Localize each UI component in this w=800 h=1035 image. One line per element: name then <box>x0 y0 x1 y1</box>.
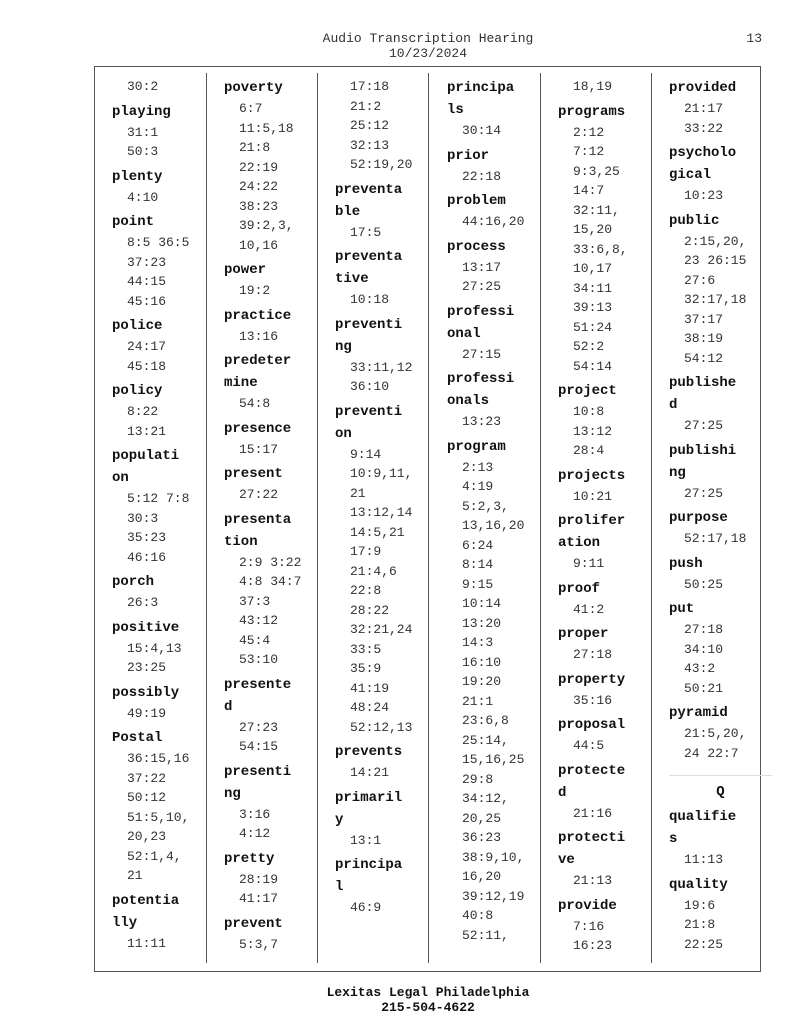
index-entry <box>558 827 669 895</box>
page-line-reference: 50:3 <box>127 144 159 159</box>
page-line-reference: 17:18 <box>350 79 390 94</box>
page-line-reference: 33:6,8, <box>573 241 628 257</box>
index-term: qualifie s <box>669 809 737 847</box>
index-entry <box>669 77 780 142</box>
index-term: programs <box>558 103 626 120</box>
page-line-reference: 22:19 <box>239 159 279 175</box>
index-term: principa ls <box>447 80 515 118</box>
page-line-reference: 5:3,7 <box>239 936 279 952</box>
footer-company: Lexitas Legal Philadelphia <box>326 985 530 1000</box>
index-term: principa l <box>335 857 403 895</box>
index-term: projects <box>558 467 626 484</box>
page-line-reference: 13:17 <box>462 259 502 275</box>
index-term: primaril y <box>335 789 403 828</box>
page-line-reference: 32:11, <box>573 202 620 218</box>
index-entry <box>224 350 335 418</box>
page-line-reference: 38:23 <box>239 198 279 214</box>
index-term: populati on <box>112 448 180 486</box>
index-entry <box>335 314 446 401</box>
index-term: property <box>558 671 626 688</box>
index-entry <box>558 623 669 669</box>
page-line-reference: 44:16,20 <box>462 214 525 229</box>
index-column-5 <box>558 77 669 965</box>
page-line-reference: 53:10 <box>239 652 279 667</box>
page-line-reference: 10:9,11, <box>350 466 413 481</box>
page-line-reference: 21 <box>350 485 366 501</box>
index-term: proper <box>558 626 609 642</box>
page-line-reference: 6:7 <box>239 101 263 116</box>
index-term: push <box>669 555 703 572</box>
page-line-reference: 5:2,3, <box>462 498 509 514</box>
page-line-reference: 41:19 <box>350 680 390 696</box>
page-line-reference: 14:5,21 <box>350 524 405 540</box>
page-line-reference: 27:18 <box>684 622 724 637</box>
page-line-reference: 7:16 <box>573 918 605 934</box>
page-line-reference: 8:22 <box>127 404 159 419</box>
index-entry <box>558 760 669 828</box>
page-line-reference: 13:16 <box>239 328 279 344</box>
page-line-reference: 28:22 <box>350 602 390 618</box>
page-line-reference: 34:10 <box>684 641 724 657</box>
index-frame <box>94 66 761 972</box>
page-line-reference: 27:25 <box>462 279 502 294</box>
index-term: protecti ve <box>558 830 626 868</box>
page-line-reference: 15:17 <box>239 441 279 457</box>
page-line-reference: 39:2,3, <box>239 218 294 233</box>
index-term: proposal <box>558 717 626 733</box>
page-line-reference: 23:6,8 <box>462 713 509 728</box>
index-entry <box>669 553 780 599</box>
index-entry <box>335 741 446 787</box>
page-line-reference: 45:4 <box>239 632 271 648</box>
page-line-reference: 54:8 <box>239 396 271 411</box>
index-term: policy <box>112 383 163 399</box>
page-line-reference: 9:3,25 <box>573 163 620 179</box>
index-term: public <box>669 212 720 229</box>
index-entry <box>224 305 335 351</box>
index-term: playing <box>112 103 171 120</box>
page-line-reference: 22:8 <box>350 583 382 598</box>
page-line-reference: 32:17,18 <box>684 292 747 307</box>
page-line-reference: 11:11 <box>127 935 167 951</box>
page-line-reference: 43:12 <box>239 613 279 628</box>
footer <box>0 985 800 1015</box>
page-line-reference: 34:11 <box>573 280 613 296</box>
page-line-reference: 41:2 <box>573 601 605 617</box>
column-divider <box>317 73 318 963</box>
page-line-reference: 46:9 <box>350 900 382 915</box>
page-line-reference: 27:15 <box>462 346 502 362</box>
index-column-6 <box>669 77 780 965</box>
index-entry <box>558 510 669 578</box>
page-line-reference: 15:4,13 <box>127 640 182 656</box>
page-line-reference: 35:23 <box>127 530 167 545</box>
page-line-reference: 46:16 <box>127 549 167 565</box>
page-line-reference: 50:25 <box>684 576 724 592</box>
page-line-reference: 25:14, <box>462 732 509 748</box>
page-line-reference: 39:13 <box>573 300 613 315</box>
page-line-reference: 28:4 <box>573 443 605 458</box>
index-term: pyramid <box>669 705 728 721</box>
page-line-reference: 27:23 <box>239 719 279 735</box>
index-term: prevent <box>224 915 283 932</box>
page-line-reference: 52:2 <box>573 339 605 354</box>
page-line-reference: 22:25 <box>684 936 724 952</box>
page-line-reference: 4:12 <box>239 826 271 841</box>
index-term: prolifer ation <box>558 513 626 551</box>
index-column-3 <box>335 77 446 965</box>
page-line-reference: 25:12 <box>350 118 390 133</box>
index-term: psycholo gical <box>669 145 737 183</box>
page-line-reference: 37:23 <box>127 254 167 270</box>
page-line-reference: 3:16 <box>239 806 271 822</box>
column-divider <box>206 73 207 963</box>
index-entry <box>669 507 780 553</box>
index-term: proof <box>558 580 601 597</box>
page-line-reference: 45:18 <box>127 358 167 374</box>
page-line-reference: 14:21 <box>350 765 390 780</box>
page-line-reference: 41:17 <box>239 891 279 906</box>
index-entry <box>335 246 446 314</box>
header-date: 10/23/2024 <box>388 46 467 61</box>
page-line-reference: 2:15,20, <box>684 233 747 249</box>
page-line-reference: 21:4,6 <box>350 563 397 579</box>
index-term: predeter mine <box>224 353 292 391</box>
index-entry <box>669 806 780 874</box>
page-number: 13 <box>746 31 762 46</box>
page-line-reference: 7:12 <box>573 144 605 159</box>
page-line-reference: 9:14 <box>350 446 382 462</box>
index-entry <box>224 418 335 464</box>
page-line-reference: 10:23 <box>684 188 724 203</box>
index-entry <box>224 509 335 674</box>
page-line-reference: 32:21,24 <box>350 622 413 637</box>
header-title <box>0 31 800 61</box>
index-entry <box>558 380 669 465</box>
page-line-reference: 11:5,18 <box>239 120 294 136</box>
page-line-reference: 52:17,18 <box>684 531 747 546</box>
index-term: program <box>447 438 506 455</box>
page-line-reference: 10:21 <box>573 488 613 504</box>
page-line-reference: 14:3 <box>462 635 494 650</box>
index-term: presenta tion <box>224 511 292 550</box>
page-line-reference: 19:20 <box>462 674 502 689</box>
header-title-line1: Audio Transcription Hearing <box>322 31 534 46</box>
index-entry <box>224 674 335 761</box>
page-line-reference: 27:6 <box>684 272 716 288</box>
section-letter: Q <box>669 775 772 800</box>
page-line-reference: 8:14 <box>462 557 494 572</box>
index-term: preventi ng <box>335 316 403 355</box>
index-term: poverty <box>224 80 283 96</box>
index-entry <box>447 368 558 436</box>
page-line-reference: 36:23 <box>462 830 502 845</box>
index-term: Postal <box>112 730 163 746</box>
index-entry <box>335 401 446 742</box>
page-line-reference: 18,19 <box>573 79 613 94</box>
page-line-reference: 38:9,10, <box>462 849 525 865</box>
page-line-reference: 24 22:7 <box>684 745 739 761</box>
index-term: quality <box>669 876 728 893</box>
index-entry <box>558 578 669 624</box>
page-line-reference: 24:22 <box>239 179 279 194</box>
page-line-reference: 29:8 <box>462 771 494 787</box>
page-line-reference: 54:14 <box>573 358 613 374</box>
page-line-reference: 33:5 <box>350 641 382 657</box>
page-line-reference: 13:21 <box>127 423 167 439</box>
index-entry <box>558 895 669 960</box>
page-line-reference: 38:19 <box>684 331 724 346</box>
page-line-reference: 4:8 34:7 <box>239 574 302 589</box>
index-term: potentia lly <box>112 892 180 931</box>
index-term: publishe d <box>669 375 737 413</box>
page-line-reference: 13:23 <box>462 414 502 429</box>
index-term: prevents <box>335 744 403 760</box>
page-line-reference: 30:2 <box>127 79 159 94</box>
page-line-reference: 14:7 <box>573 183 605 198</box>
index-entry <box>335 854 446 922</box>
page-line-reference: 36:15,16 <box>127 751 190 766</box>
index-entry <box>669 874 780 959</box>
page-line-reference: 37:3 <box>239 593 271 609</box>
page-line-reference: 2:9 3:22 <box>239 554 302 570</box>
page-line-reference: 6:24 <box>462 537 494 553</box>
page-line-reference: 13:20 <box>462 615 502 631</box>
index-entry <box>669 142 780 210</box>
page-line-reference: 21:17 <box>684 101 724 116</box>
page-line-reference: 10,17 <box>573 261 613 276</box>
index-entry <box>447 301 558 369</box>
page-line-reference: 11:13 <box>684 852 724 867</box>
page-line-reference: 15,16,25 <box>462 752 525 767</box>
index-entry <box>558 465 669 511</box>
index-term: present <box>224 466 283 482</box>
index-entry <box>224 761 335 848</box>
index-term: pretty <box>224 850 275 867</box>
page-line-reference: 54:15 <box>239 739 279 754</box>
page-line-reference: 40:8 <box>462 908 494 923</box>
index-term: problem <box>447 193 506 209</box>
index-entry <box>224 913 335 959</box>
page-line-reference: 21:1 <box>462 693 494 709</box>
index-entry <box>558 669 669 715</box>
page-line-reference: 16:23 <box>573 938 613 953</box>
page-line-reference: 5:12 7:8 <box>127 491 190 506</box>
page-line-reference: 27:25 <box>684 485 724 501</box>
page-line-reference: 44:5 <box>573 738 605 753</box>
page-line-reference: 2:12 <box>573 124 605 140</box>
page-line-reference: 9:15 <box>462 576 494 592</box>
page-line-reference: 52:11, <box>462 927 509 943</box>
page-line-reference: 27:22 <box>239 487 279 502</box>
index-entry <box>224 259 335 305</box>
page-line-reference: 4:10 <box>127 189 159 205</box>
page-line-reference: 21:8 <box>239 140 271 155</box>
page-line-reference: 49:19 <box>127 705 167 721</box>
page-line-reference: 48:24 <box>350 700 390 715</box>
index-entry <box>335 77 446 179</box>
index-entry <box>447 77 558 145</box>
index-entry <box>335 179 446 247</box>
page-line-reference: 21 <box>127 868 143 883</box>
page-line-reference: 44:15 <box>127 274 167 289</box>
page-line-reference: 13:1 <box>350 832 382 848</box>
page-line-reference: 21:5,20, <box>684 726 747 741</box>
index-entry <box>669 210 780 373</box>
page-line-reference: 15,20 <box>573 222 613 237</box>
page-line-reference: 26:3 <box>127 595 159 610</box>
index-entry <box>669 702 780 767</box>
page-line-reference: 21:13 <box>573 873 613 888</box>
index-entry <box>558 714 669 760</box>
page-line-reference: 17:5 <box>350 224 382 240</box>
index-entry <box>447 190 558 236</box>
index-column-2 <box>224 77 335 965</box>
page-line-reference: 20,25 <box>462 810 502 826</box>
index-entry <box>224 77 335 259</box>
index-term: preventa tive <box>335 249 403 287</box>
page-line-reference: 13:12,14 <box>350 505 413 520</box>
index-entry <box>224 848 335 913</box>
page-line-reference: 23:25 <box>127 660 167 675</box>
page-line-reference: 16,20 <box>462 869 502 884</box>
page-line-reference: 23 26:15 <box>684 253 747 268</box>
page-line-reference: 13,16,20 <box>462 518 525 533</box>
index-term: publishi ng <box>669 442 737 481</box>
index-entry <box>447 236 558 301</box>
page-line-reference: 2:13 <box>462 459 494 475</box>
page-line-reference: 33:22 <box>684 120 724 136</box>
page-line-reference: 10:18 <box>350 292 390 307</box>
index-term: presenti ng <box>224 763 292 802</box>
page-line-reference: 17:9 <box>350 544 382 559</box>
page-line-reference: 20,23 <box>127 829 167 844</box>
page-line-reference: 37:17 <box>684 311 724 327</box>
page-line-reference: 31:1 <box>127 124 159 140</box>
page-line-reference: 34:12, <box>462 791 509 806</box>
page-line-reference: 21:8 <box>684 917 716 932</box>
index-entry <box>447 145 558 191</box>
page-line-reference: 51:5,10, <box>127 809 190 825</box>
index-entry <box>558 77 669 101</box>
index-term: presente d <box>224 676 292 715</box>
page-line-reference: 30:3 <box>127 510 159 526</box>
index-term: protecte d <box>558 762 626 801</box>
index-entry <box>224 463 335 509</box>
index-term: project <box>558 383 617 399</box>
page-line-reference: 45:16 <box>127 293 167 309</box>
index-entry <box>558 101 669 381</box>
page-line-reference: 51:24 <box>573 319 613 335</box>
page-line-reference: 39:12,19 <box>462 888 525 904</box>
index-term: purpose <box>669 510 728 526</box>
page-line-reference: 30:14 <box>462 123 502 138</box>
index-entry <box>669 440 780 508</box>
page-line-reference: 27:18 <box>573 647 613 662</box>
index-term: professi onals <box>447 371 515 409</box>
page-line-reference: 36:10 <box>350 379 390 394</box>
page-line-reference: 19:6 <box>684 897 716 913</box>
page-line-reference: 43:2 <box>684 661 716 676</box>
page-line-reference: 22:18 <box>462 168 502 184</box>
page-line-reference: 27:25 <box>684 418 724 433</box>
page-line-reference: 21:2 <box>350 98 382 114</box>
index-term: presence <box>224 420 292 437</box>
footer-phone: 215-504-4622 <box>381 1000 475 1015</box>
page-line-reference: 10,16 <box>239 237 279 253</box>
index-term: provide <box>558 897 617 914</box>
page-line-reference: 8:5 36:5 <box>127 235 190 250</box>
index-entry <box>447 436 558 950</box>
page-line-reference: 37:22 <box>127 770 167 786</box>
index-term: plenty <box>112 168 163 185</box>
page-line-reference: 10:14 <box>462 596 502 611</box>
page-line-reference: 50:21 <box>684 680 724 696</box>
page-line-reference: 24:17 <box>127 339 167 354</box>
index-term: put <box>669 601 695 617</box>
column-divider <box>540 73 541 963</box>
page-line-reference: 35:16 <box>573 692 613 708</box>
column-divider <box>428 73 429 963</box>
page-line-reference: 10:8 <box>573 404 605 419</box>
index-term: positive <box>112 619 180 636</box>
index-entry <box>669 598 780 702</box>
column-divider <box>651 73 652 963</box>
page-line-reference: 52:1,4, <box>127 848 182 864</box>
page-line-reference: 35:9 <box>350 661 382 676</box>
index-term: police <box>112 318 163 334</box>
page-line-reference: 52:19,20 <box>350 157 413 172</box>
page-line-reference: 33:11,12 <box>350 359 413 375</box>
page-line-reference: 50:12 <box>127 790 167 805</box>
page-line-reference: 16:10 <box>462 654 502 670</box>
page-line-reference: 9:11 <box>573 556 605 571</box>
page-line-reference: 28:19 <box>239 871 279 887</box>
index-term: point <box>112 214 155 230</box>
index-entry <box>669 372 780 440</box>
page-line-reference: 21:16 <box>573 805 613 821</box>
index-term: preventa ble <box>335 181 403 220</box>
index-term: porch <box>112 574 155 590</box>
page-line-reference: 52:12,13 <box>350 719 413 735</box>
index-term: provided <box>669 80 737 96</box>
page-line-reference: 13:12 <box>573 423 613 439</box>
index-term: preventi on <box>335 403 403 442</box>
page-line-reference: 19:2 <box>239 283 271 298</box>
page-line-reference: 54:12 <box>684 350 724 366</box>
index-column-4 <box>447 77 558 965</box>
index-term: prior <box>447 147 490 164</box>
index-term: process <box>447 238 506 255</box>
index-entry <box>335 787 446 855</box>
page-line-reference: 32:13 <box>350 137 390 153</box>
page-line-reference: 4:19 <box>462 479 494 494</box>
index-term: practice <box>224 307 292 324</box>
index-term: possibly <box>112 684 180 701</box>
index-term: professi onal <box>447 303 515 342</box>
index-term: power <box>224 262 267 278</box>
